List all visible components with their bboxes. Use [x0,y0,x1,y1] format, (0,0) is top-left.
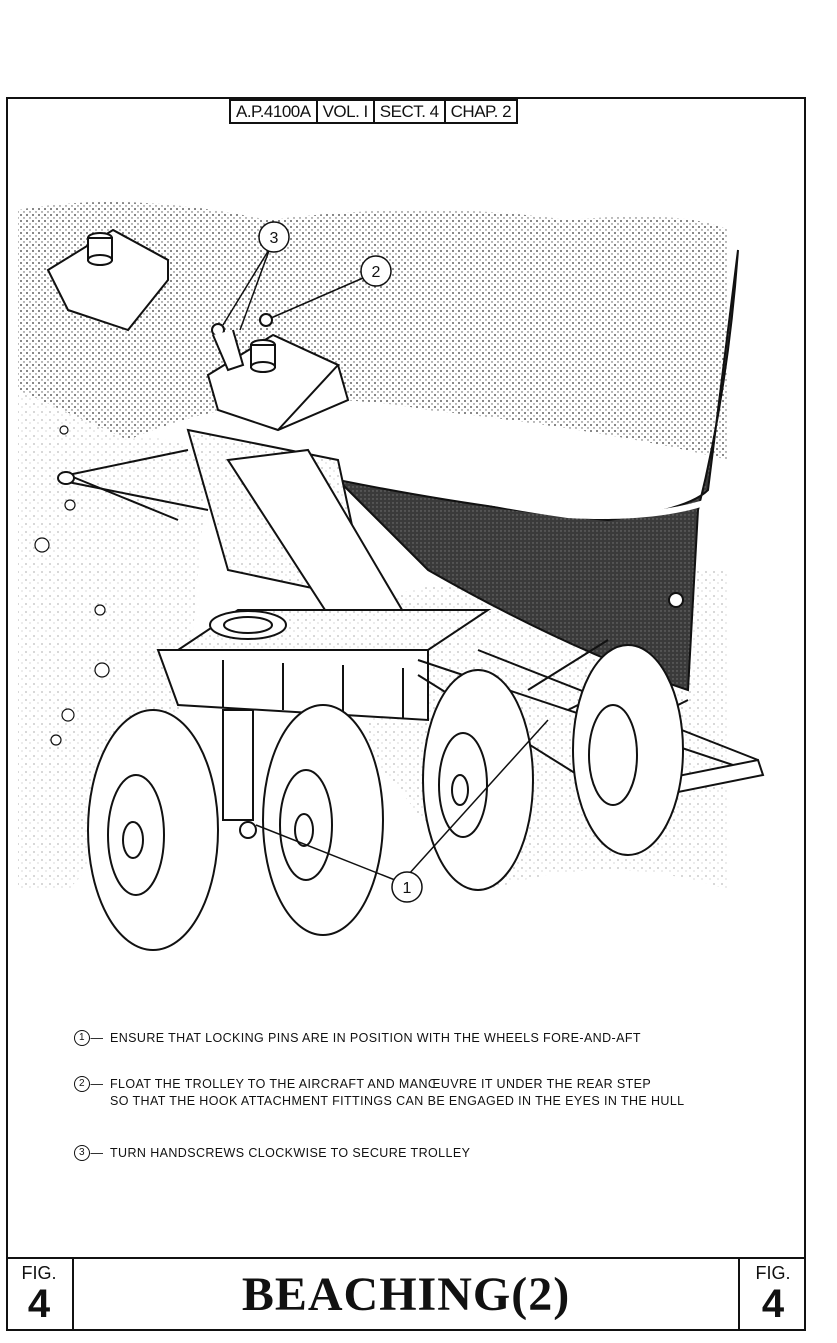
note-2-text [110,1076,685,1110]
ref-chapter: CHAP. 2 [450,102,512,121]
note-1-line-1: ENSURE THAT LOCKING PINS ARE IN POSITION WITH THE WHEELS FORE-AND-AFT [110,1031,641,1045]
wheel-front-right [263,705,383,935]
note-3-number: 3 [74,1145,90,1161]
footer-divider [6,1257,806,1259]
callout-2-label: 2 [371,264,381,281]
note-2-number: 2 [74,1076,90,1092]
figure-title: BEACHING(2) [241,1268,571,1321]
note-2-line-2: SO THAT THE HOOK ATTACHMENT FITTINGS CAN BE ENGAGED IN THE EYES IN THE HULL [110,1094,685,1108]
ref-volume: VOL. I [318,101,375,122]
wheel-rear-left [423,670,533,890]
note-3-dash: — [90,1146,104,1160]
note-3-text [110,1145,470,1162]
note-3-line-1: TURN HANDSCREWS CLOCKWISE TO SECURE TROLLEY [110,1146,471,1160]
fig-box-left [6,1257,74,1331]
wheel-rear-right [573,645,683,855]
note-1-number: 1 [74,1030,90,1046]
fig-number-left: 4 [27,1282,51,1326]
note-1-dash: — [90,1031,104,1045]
ref-publication: A.P.4100A [231,101,318,122]
callout-3-label: 3 [269,230,279,247]
note-2-line-1: FLOAT THE TROLLEY TO THE AIRCRAFT AND MANŒUVRE IT UNDER THE REAR STEP [110,1077,652,1091]
hull-eye [669,593,683,607]
note-2 [74,1076,685,1110]
fig-number-right: 4 [761,1282,785,1326]
ref-section: SECT. 4 [375,101,446,122]
note-1-text [110,1030,641,1047]
fig-label-right: FIG. [755,1263,791,1283]
wheel-front-left [88,710,218,950]
note-3 [74,1145,470,1162]
note-1 [74,1030,641,1047]
wheel-strut [223,710,256,838]
trolley-illustration [8,130,798,1010]
reference-bar [229,99,518,124]
fig-box-right [738,1257,806,1331]
fig-label-left: FIG. [21,1263,57,1283]
callout-1-label: 1 [402,880,412,897]
note-2-dash: — [90,1077,104,1091]
